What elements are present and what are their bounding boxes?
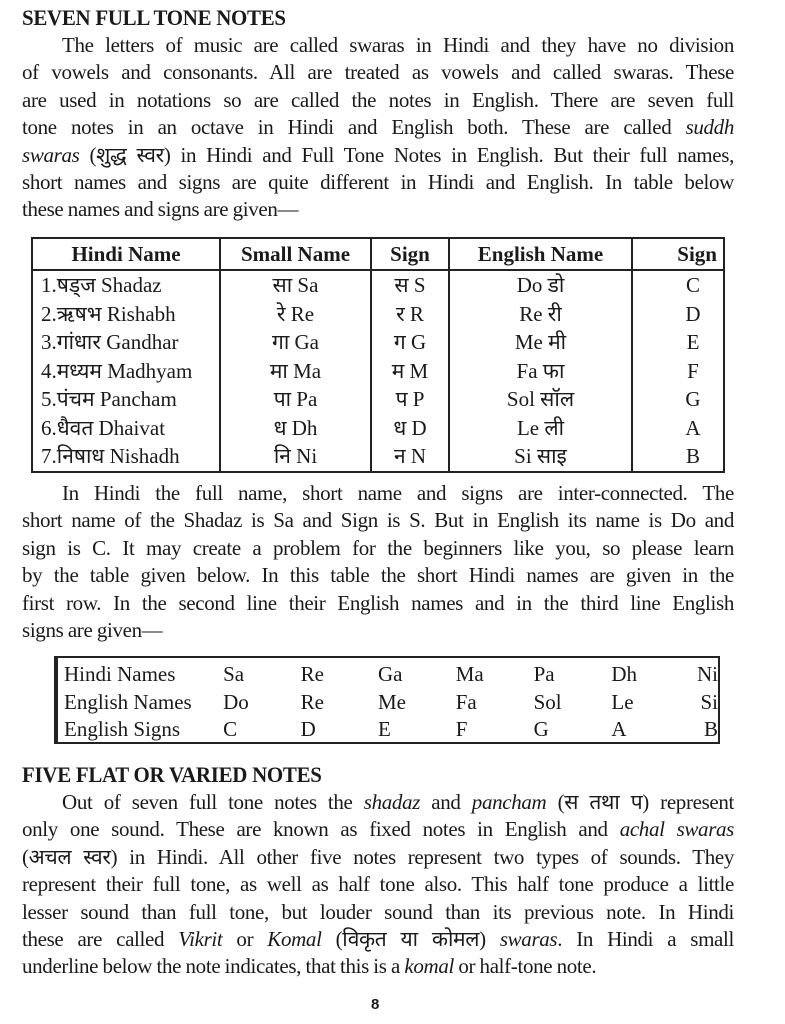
italic-term: komal xyxy=(404,954,454,979)
cell-sign: ध D xyxy=(371,414,449,443)
cell-hindi-name: 4.मध्यम Madhyam xyxy=(32,357,220,386)
text-fragment: (शुद्ध स्वर) in Hindi and Full Tone Notes in English. But their full names, xyxy=(79,142,734,167)
note-cell: Le xyxy=(611,689,634,714)
text-line: The letters of music are called swaras in Hindi and they have no division xyxy=(62,33,734,57)
note-cell: Pa xyxy=(533,662,555,687)
page-number: 8 xyxy=(371,996,380,1013)
note-cell: Ma xyxy=(455,662,484,687)
italic-term: pancham xyxy=(471,790,547,814)
text-fragment: underline below the note indicates, that this is a xyxy=(22,954,405,979)
text-line: In Hindi the full name, short name and signs are inter-connected. The xyxy=(62,481,734,505)
text-line: lesser sound than full tone, but louder sound than its previous note. In Hindi xyxy=(22,899,734,924)
italic-term: swaras xyxy=(22,142,80,167)
note-cell: Ni xyxy=(697,662,718,687)
swara-names-table xyxy=(31,237,725,473)
text-fragment: or half-tone note. xyxy=(453,954,597,979)
table-row xyxy=(32,442,724,472)
cell-english-sign: A xyxy=(632,414,724,443)
cell-sign: प P xyxy=(371,385,449,414)
note-cell: Re xyxy=(300,689,324,714)
cell-english-sign: B xyxy=(632,442,724,472)
text-line: (अचल स्वर) in Hindi. All other five notes represent two types of sounds. They xyxy=(22,844,734,869)
text-fragment: or xyxy=(222,927,268,952)
cell-english-name: Sol सॉल xyxy=(449,385,632,414)
table-row xyxy=(58,716,718,744)
table-row xyxy=(58,661,718,689)
cell-sign: स S xyxy=(371,270,449,300)
note-cell: Si xyxy=(700,689,718,714)
text-line: of vowels and consonants. All are treated as vowels and called swaras. These xyxy=(22,60,734,85)
section-heading-seven-full-tone-notes: SEVEN FULL TONE NOTES xyxy=(22,5,286,30)
text-line: sign is C. It may create a problem for the beginners like you, so please learn xyxy=(22,535,734,560)
text-line xyxy=(22,816,734,843)
note-cell: Me xyxy=(377,689,406,714)
name-comparison-table xyxy=(58,661,718,744)
cell-small-name: रे Re xyxy=(220,300,371,329)
note-cell: Ga xyxy=(377,662,403,687)
cell-english-sign: C xyxy=(632,270,724,300)
row-label: English Names xyxy=(64,689,192,714)
cell-hindi-name: 3.गांधार Gandhar xyxy=(32,328,220,357)
note-cell: B xyxy=(703,717,718,742)
italic-term: achal swaras xyxy=(619,817,734,842)
cell-english-name: Me मी xyxy=(449,328,632,357)
column-header-sign: Sign xyxy=(371,238,449,270)
cell-english-name: Si साइ xyxy=(449,442,632,472)
note-cell: A xyxy=(611,717,627,742)
cell-hindi-name: 6.धैवत Dhaivat xyxy=(32,414,220,443)
cell-english-sign: F xyxy=(632,357,724,386)
text-line: represent their full tone, as well as half tone also. This half tone produce a little xyxy=(22,872,734,897)
cell-small-name: नि Ni xyxy=(220,442,371,472)
text-fragment: (स तथा प) represent xyxy=(546,790,734,814)
section-heading-five-flat-notes: FIVE FLAT OR VARIED NOTES xyxy=(22,762,322,787)
note-cell: Fa xyxy=(455,689,477,714)
column-header-hindi-name: Hindi Name xyxy=(32,238,220,270)
table-body xyxy=(32,270,724,472)
cell-hindi-name: 1.षड्ज Shadaz xyxy=(32,270,220,300)
table-row xyxy=(32,385,724,414)
table-body xyxy=(58,661,718,744)
column-header-small-name: Small Name xyxy=(220,238,371,270)
text-fragment: only one sound. These are known as fixed notes in English and xyxy=(22,817,620,842)
text-fragment: these are called xyxy=(22,927,179,952)
text-fragment: Out of seven full tone notes the xyxy=(62,790,364,814)
table-row xyxy=(32,414,724,443)
note-cell: F xyxy=(455,717,468,742)
note-cell: Sol xyxy=(533,689,562,714)
cell-hindi-name: 7.निषाध Nishadh xyxy=(32,442,220,472)
text-line xyxy=(22,953,734,980)
cell-small-name: पा Pa xyxy=(220,385,371,414)
text-line: signs are given— xyxy=(22,618,163,643)
text-fragment: (विकृत या कोमल) xyxy=(321,927,500,952)
cell-english-name: Fa फा xyxy=(449,357,632,386)
text-fragment: tone notes in an octave in Hindi and English both. These are called xyxy=(22,115,686,140)
text-line xyxy=(22,142,734,169)
cell-hindi-name: 2.ऋषभ Rishabh xyxy=(32,300,220,329)
table-row xyxy=(32,270,724,300)
text-line: short name of the Shadaz is Sa and Sign is S. But in English its name is Do and xyxy=(22,508,734,533)
text-line: are used in notations so are called the notes in English. There are seven full xyxy=(22,87,734,112)
cell-sign: ग G xyxy=(371,328,449,357)
cell-english-sign: E xyxy=(632,328,724,357)
italic-term: suddh xyxy=(685,115,734,140)
cell-sign: र R xyxy=(371,300,449,329)
text-fragment: and xyxy=(420,790,472,814)
note-cell: C xyxy=(223,717,238,742)
name-comparison-box xyxy=(54,656,720,744)
note-cell: Sa xyxy=(223,662,245,687)
table-header-row xyxy=(32,238,724,270)
cell-sign: न N xyxy=(371,442,449,472)
note-cell: E xyxy=(377,717,391,742)
row-label: Hindi Names xyxy=(64,662,176,687)
cell-small-name: सा Sa xyxy=(220,270,371,300)
column-header-english-sign: Sign xyxy=(632,238,724,270)
cell-english-name: Le ली xyxy=(449,414,632,443)
cell-small-name: मा Ma xyxy=(220,357,371,386)
table-row xyxy=(32,328,724,357)
text-fragment: . In Hindi a small xyxy=(557,927,734,952)
cell-english-sign: G xyxy=(632,385,724,414)
cell-english-name: Re री xyxy=(449,300,632,329)
text-line: by the table given below. In this table the short Hindi names are given in the xyxy=(22,563,734,588)
table-row xyxy=(58,689,718,717)
cell-hindi-name: 5.पंचम Pancham xyxy=(32,385,220,414)
note-cell: G xyxy=(533,717,549,742)
row-label: English Signs xyxy=(64,717,181,742)
flat-notes-paragraph xyxy=(22,789,734,981)
note-cell: D xyxy=(300,717,316,742)
cell-english-sign: D xyxy=(632,300,724,329)
cell-small-name: ध Dh xyxy=(220,414,371,443)
note-cell: Dh xyxy=(611,662,638,687)
italic-term: shadaz xyxy=(363,790,421,814)
text-line xyxy=(22,789,734,816)
text-line: short names and signs are quite different in Hindi and English. In table below xyxy=(22,170,734,195)
explanation-paragraph xyxy=(22,480,734,644)
italic-term: Komal xyxy=(267,927,322,952)
text-line xyxy=(22,114,734,141)
text-line xyxy=(22,926,734,953)
text-line: first row. In the second line their English names and in the third line English xyxy=(22,590,734,615)
table-row xyxy=(32,357,724,386)
intro-paragraph xyxy=(22,32,734,224)
text-line: these names and signs are given— xyxy=(22,197,299,222)
italic-term: Vikrit xyxy=(178,927,223,952)
table-row xyxy=(32,300,724,329)
note-cell: Do xyxy=(223,689,249,714)
italic-term: swaras xyxy=(499,927,558,952)
cell-english-name: Do डो xyxy=(449,270,632,300)
note-cell: Re xyxy=(300,662,324,687)
cell-sign: म M xyxy=(371,357,449,386)
cell-small-name: गा Ga xyxy=(220,328,371,357)
column-header-english-name: English Name xyxy=(449,238,632,270)
